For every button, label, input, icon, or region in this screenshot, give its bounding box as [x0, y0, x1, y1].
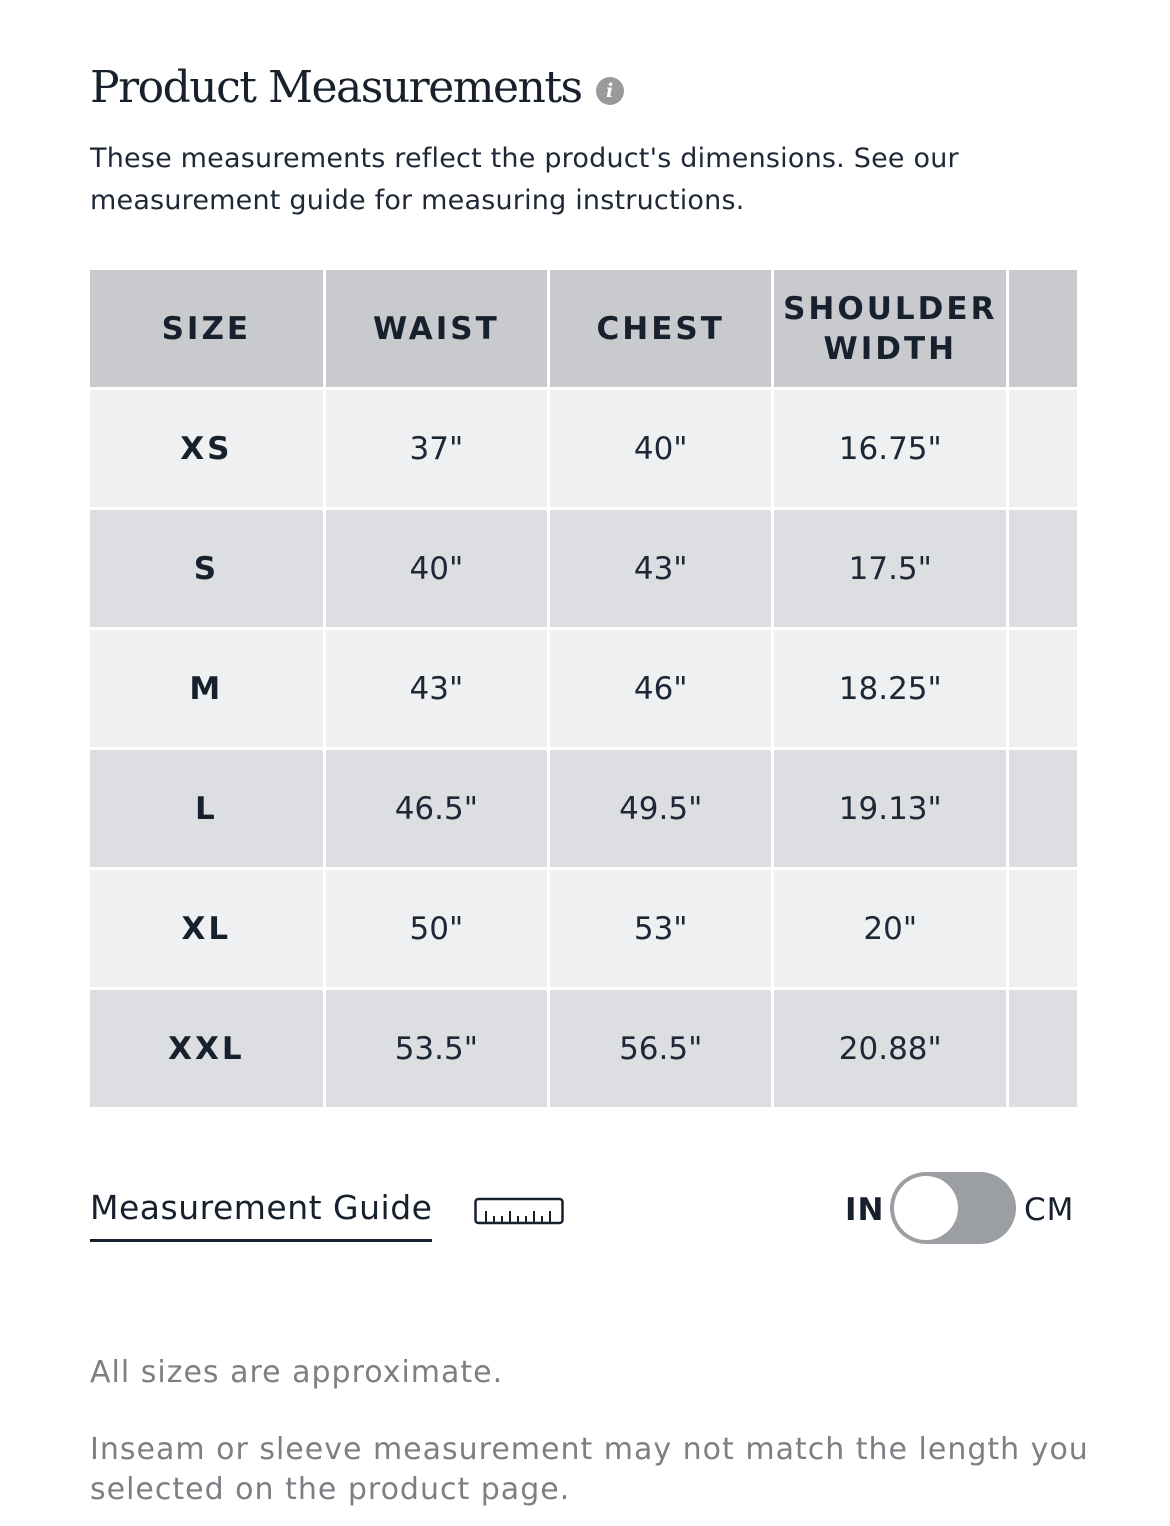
unit-label-in[interactable]: IN	[845, 1192, 885, 1228]
shoulder-width-cell: 19.13"	[774, 750, 1009, 870]
inseam-note: Inseam or sleeve measurement may not match the length you selected on the product page.	[90, 1432, 1089, 1507]
hidden-cell	[1009, 390, 1080, 510]
size-cell: L	[90, 750, 326, 870]
page-description: These measurements reflect the product's dimensions. See our measurement guide for measuring instructions.	[90, 143, 959, 216]
size-cell: S	[90, 510, 326, 630]
waist-cell: 53.5"	[326, 990, 550, 1108]
unit-label-cm[interactable]: CM	[1024, 1192, 1075, 1228]
shoulder-width-cell: 17.5"	[774, 510, 1009, 630]
ruler-icon[interactable]	[474, 1196, 564, 1226]
hidden-cell	[1009, 750, 1080, 870]
waist-cell: 50"	[326, 870, 550, 990]
approximate-note: All sizes are approximate.	[90, 1355, 504, 1390]
table-row	[90, 990, 1080, 1108]
waist-cell: 40"	[326, 510, 550, 630]
hidden-cell	[1009, 510, 1080, 630]
chest-cell: 40"	[550, 390, 774, 510]
column-header-waist: WAIST	[326, 270, 550, 390]
hidden-cell	[1009, 630, 1080, 750]
size-cell: XL	[90, 870, 326, 990]
chest-cell: 43"	[550, 510, 774, 630]
column-header-shoulder-width: SHOULDER WIDTH	[774, 270, 1009, 390]
hidden-cell	[1009, 990, 1080, 1108]
table-row	[90, 510, 1080, 630]
size-cell: XXL	[90, 990, 326, 1108]
shoulder-width-cell: 20.88"	[774, 990, 1009, 1108]
chest-cell: 46"	[550, 630, 774, 750]
measurements-table-container[interactable]	[90, 270, 1080, 1108]
shoulder-width-cell: 18.25"	[774, 630, 1009, 750]
table-header-row	[90, 270, 1080, 390]
unit-toggle[interactable]	[890, 1172, 1016, 1244]
column-header-hidden	[1009, 270, 1080, 390]
waist-cell: 46.5"	[326, 750, 550, 870]
chest-cell: 56.5"	[550, 990, 774, 1108]
table-row	[90, 630, 1080, 750]
table-row	[90, 750, 1080, 870]
measurement-guide-link[interactable]: Measurement Guide	[90, 1188, 432, 1242]
table-row	[90, 870, 1080, 990]
info-icon[interactable]: i	[596, 77, 624, 105]
page-title: Product Measurements	[90, 62, 582, 113]
table-row	[90, 390, 1080, 510]
hidden-cell	[1009, 870, 1080, 990]
column-header-chest: CHEST	[550, 270, 774, 390]
shoulder-width-cell: 20"	[774, 870, 1009, 990]
title-row	[90, 62, 624, 113]
chest-cell: 49.5"	[550, 750, 774, 870]
waist-cell: 37"	[326, 390, 550, 510]
chest-cell: 53"	[550, 870, 774, 990]
size-cell: XS	[90, 390, 326, 510]
waist-cell: 43"	[326, 630, 550, 750]
shoulder-width-cell: 16.75"	[774, 390, 1009, 510]
measurements-table	[90, 270, 1080, 1108]
column-header-size: SIZE	[90, 270, 326, 390]
size-cell: M	[90, 630, 326, 750]
toggle-knob[interactable]	[894, 1176, 958, 1240]
